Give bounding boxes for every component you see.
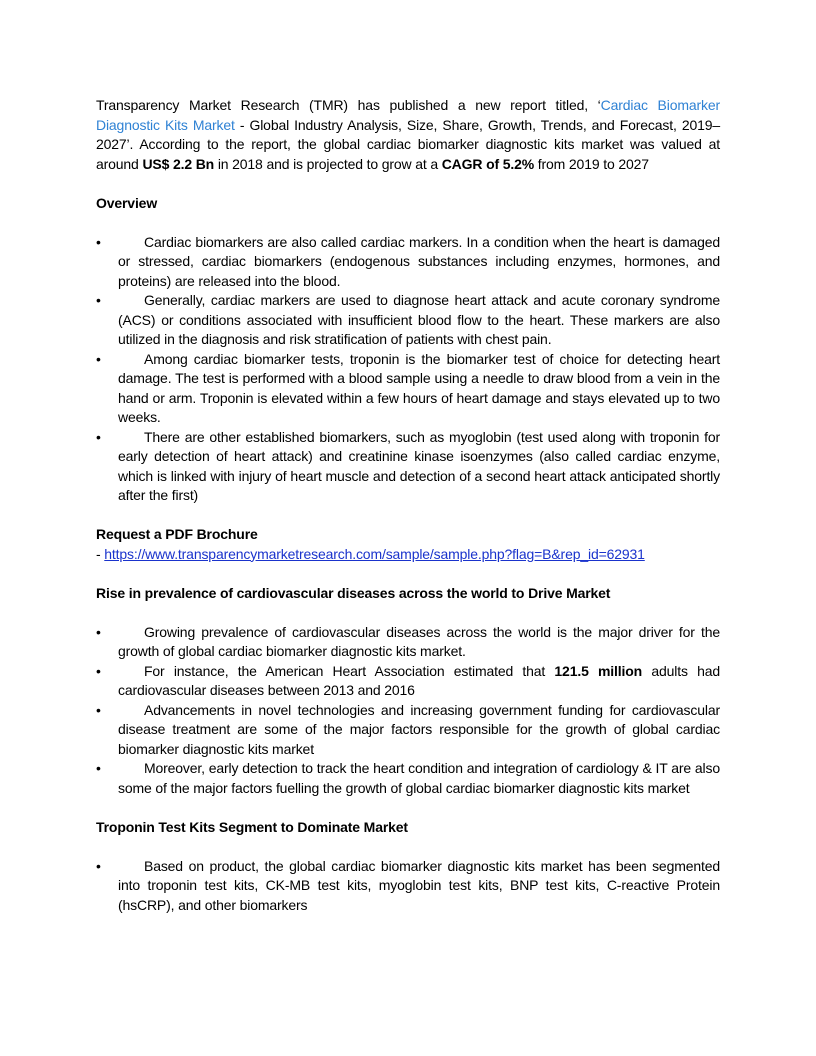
- troponin-heading: Troponin Test Kits Segment to Dominate Market: [96, 818, 408, 835]
- report-title-link[interactable]: Cardiac Biomarker Diagnostic Kits Market: [96, 97, 720, 133]
- brochure-link[interactable]: https://www.transparencymarketresearch.com/sample/sample.php?flag=B&rep_id=62931: [104, 545, 645, 562]
- bullet-icon: •: [96, 350, 101, 367]
- bullet-icon: •: [96, 292, 101, 308]
- overview-list: [96, 233, 720, 506]
- list-item: • Based on product, the global cardiac biomarker diagnostic kits market has been segmented into troponin test kits, CK-MB test kits, myoglobin test kits, BNP test kits, C-reactive Protein (hsCRP), and other biomarkers: [96, 857, 720, 913]
- overview-heading: Overview: [96, 194, 158, 211]
- bullet-icon: •: [96, 623, 101, 640]
- brochure-heading: Request a PDF Brochure: [96, 526, 258, 542]
- bullet-icon: •: [96, 428, 101, 445]
- list-item: • For instance, the American Heart Association estimated that 121.5 million adults had cardiovascular diseases between 2013 and 2016: [96, 662, 720, 698]
- list-item: • Among cardiac biomarker tests, troponin is the biomarker test of choice for detecting heart damage. The test is performed with a blood sample using a needle to draw blood from a vein in the hand or arm. Troponin is elevated within a few hours of heart damage and stays elevated up to two weeks.: [96, 350, 720, 425]
- drivers-heading: Rise in prevalence of cardiovascular diseases across the world to Drive Market: [96, 584, 611, 601]
- bullet-icon: •: [96, 233, 101, 250]
- list-item: • Growing prevalence of cardiovascular diseases across the world is the major driver for the growth of global cardiac biomarker diagnostic kits market.: [96, 623, 720, 659]
- adults-count: 121.5 million: [554, 662, 643, 679]
- market-value: US$ 2.2 Bn: [142, 155, 215, 172]
- bullet-icon: •: [96, 662, 101, 679]
- bullet-icon: •: [96, 857, 101, 874]
- document-page: [96, 96, 720, 915]
- list-item: • There are other established biomarkers, such as myoglobin (test used along with troponin for early detection of heart attack) and creatinine kinase isoenzymes (also called cardiac enzyme, which is linked with injury of heart muscle and detection of a second heart attack anticipated shortly after the first): [96, 428, 720, 503]
- list-item: • Generally, cardiac markers are used to diagnose heart attack and acute coronary syndrome (ACS) or conditions associated with insufficient blood flow to the heart. These markers are also utilized in the diagnosis and risk stratification of patients with chest pain.: [96, 292, 720, 347]
- drivers-list: [96, 623, 720, 799]
- cagr-value: CAGR of 5.2%: [441, 155, 535, 172]
- intro-paragraph: Transparency Market Research (TMR) has published a new report titled, ‘Cardiac Biomarker Diagnostic Kits Market - Global Industry Analysis, Size, Share, Growth, Trends, and Forecast, 2019–2027’. According to the report, the global cardiac biomarker diagnostic kits market was valued at around US$ 2.2 Bn in 2018 and is projected to grow at a CAGR of 5.2% from 2019 to 2027: [96, 97, 721, 172]
- list-item: • Moreover, early detection to track the heart condition and integration of cardiology & IT are also some of the major factors fuelling the growth of global cardiac biomarker diagnostic kits market: [96, 760, 720, 796]
- brochure-line: - https://www.transparencymarketresearch.com/sample/sample.php?flag=B&rep_id=62931: [96, 545, 645, 562]
- list-item: • Advancements in novel technologies and increasing government funding for cardiovascular disease treatment are some of the major factors responsible for the growth of global cardiac biomarker diagnostic kits market: [96, 701, 720, 757]
- troponin-list: [96, 857, 720, 916]
- list-item: • Cardiac biomarkers are also called cardiac markers. In a condition when the heart is damaged or stressed, cardiac biomarkers (endogenous substances including enzymes, hormones, and proteins) are released into the blood.: [96, 233, 720, 289]
- bullet-icon: •: [96, 701, 101, 718]
- bullet-icon: •: [96, 760, 101, 776]
